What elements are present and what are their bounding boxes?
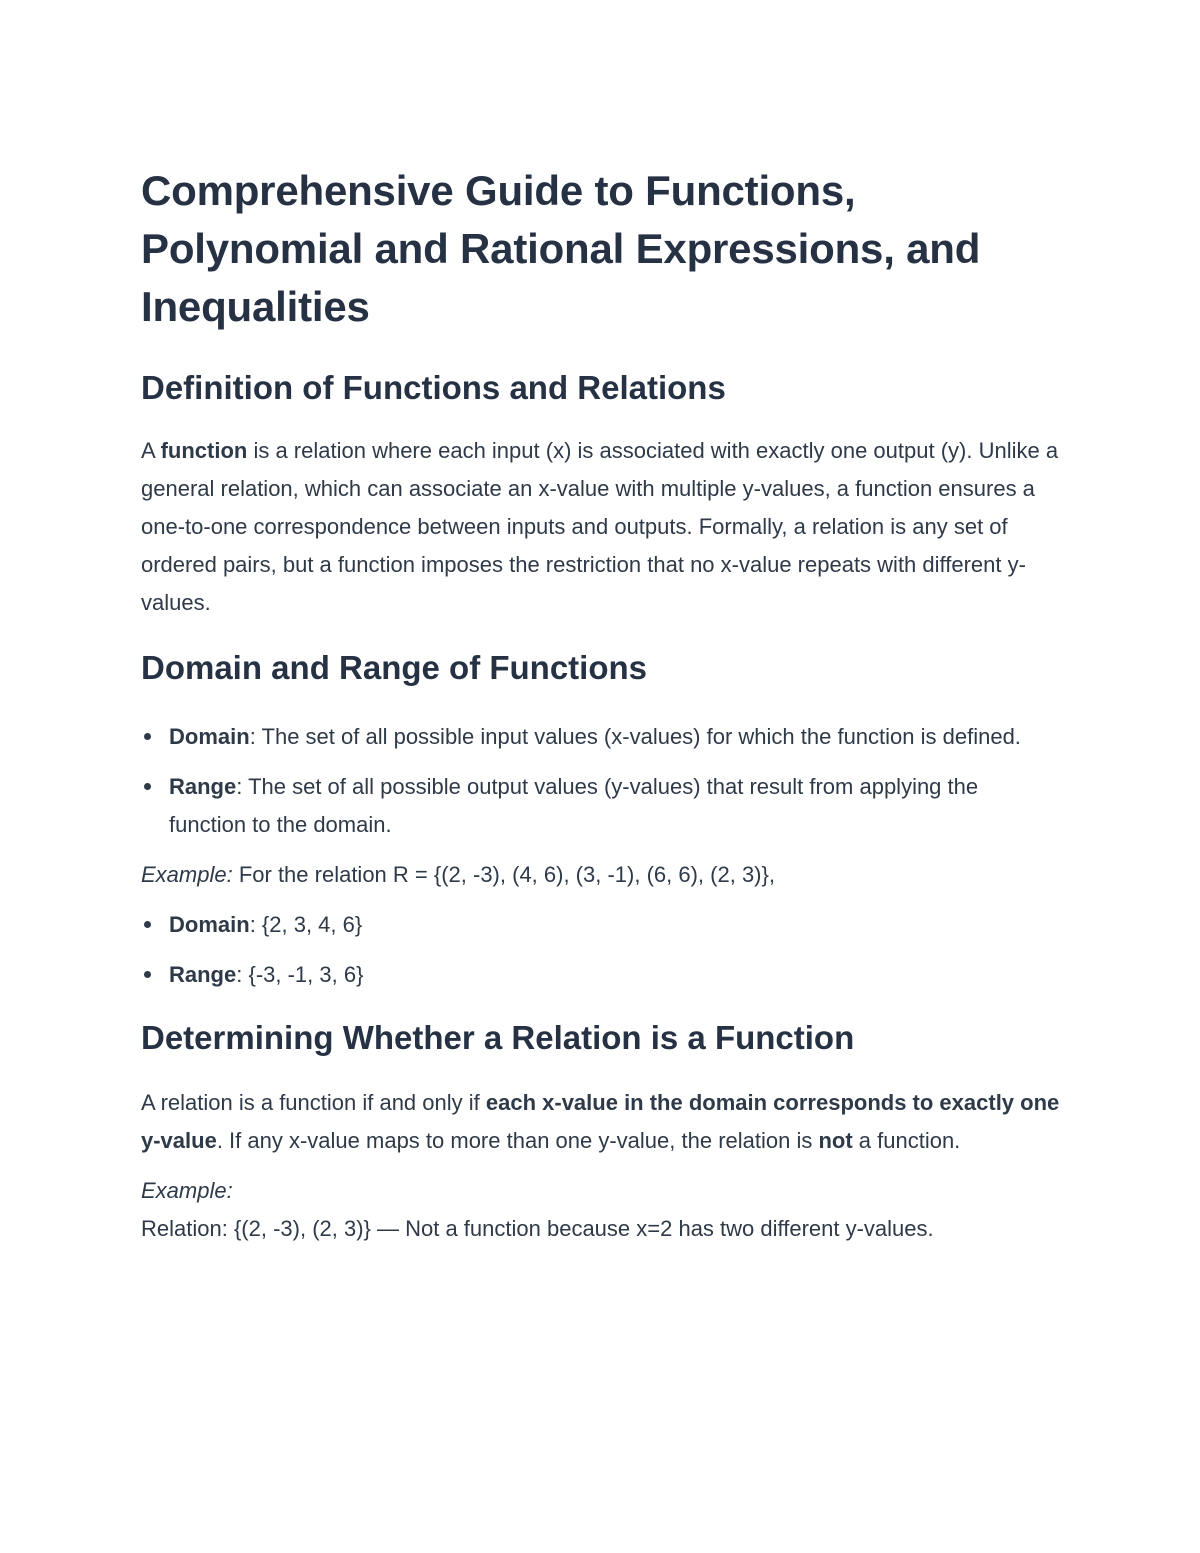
section-heading-definition: Definition of Functions and Relations: [141, 369, 726, 406]
list-item-range: [141, 768, 1060, 844]
text-run: a function.: [852, 1128, 961, 1153]
list-item-term: Range: [169, 774, 237, 799]
bold-phrase: each x-value in the domain corresponds to exactly one y-value: [141, 1090, 1060, 1153]
text-run: A relation is a function if and only if: [141, 1090, 486, 1115]
domain-range-list: [141, 718, 1060, 844]
list-item-domain: [141, 718, 1060, 756]
list-item-example-range: [141, 956, 1060, 994]
example-label: Example:: [141, 1178, 233, 1203]
bold-not: not: [818, 1128, 853, 1153]
list-item-term: Domain: [169, 912, 250, 937]
determining-paragraph: [141, 1084, 1060, 1160]
bold-term-function: function: [160, 438, 248, 463]
list-item-text: : {2, 3, 4, 6}: [249, 912, 363, 937]
list-item-text: : The set of all possible input values (x-values) for which the function is defined.: [249, 724, 1021, 749]
list-item-term: Domain: [169, 724, 250, 749]
example-label: Example:: [141, 862, 233, 887]
page-title: Comprehensive Guide to Functions, Polynomial and Rational Expressions, and Inequalities: [141, 167, 981, 330]
example-text: For the relation R = {(2, -3), (4, 6), (3, -1), (6, 6), (2, 3)},: [232, 862, 775, 887]
text-run: . If any x-value maps to more than one y-value, the relation is: [216, 1128, 819, 1153]
section-heading-determining: Determining Whether a Relation is a Function: [141, 1019, 855, 1056]
list-item-text: : {-3, -1, 3, 6}: [236, 962, 364, 987]
text-run: A: [141, 438, 161, 463]
list-item-example-domain: [141, 906, 1060, 944]
list-item-text: : The set of all possible output values (y-values) that result from applying the function to the domain.: [169, 774, 979, 837]
text-run: is a relation where each input (x) is associated with exactly one output (y). Unlike a general relation, which can associate an x-value with multiple y-values, a function ensures a one-to-one correspondence between inputs and outputs. Formally, a relation is any set of ordered pairs, but a function imposes the restriction that no x-value repeats with different y-values.: [141, 438, 1059, 615]
example-text: Relation: {(2, -3), (2, 3)} — Not a function because x=2 has two different y-values.: [141, 1216, 934, 1241]
list-item-term: Range: [169, 962, 237, 987]
definition-paragraph: [141, 432, 1060, 622]
example-paragraph: [141, 856, 1060, 894]
example-paragraph-2: [141, 1172, 1060, 1248]
section-heading-domain-range: Domain and Range of Functions: [141, 649, 648, 686]
example-list: [141, 906, 1060, 994]
